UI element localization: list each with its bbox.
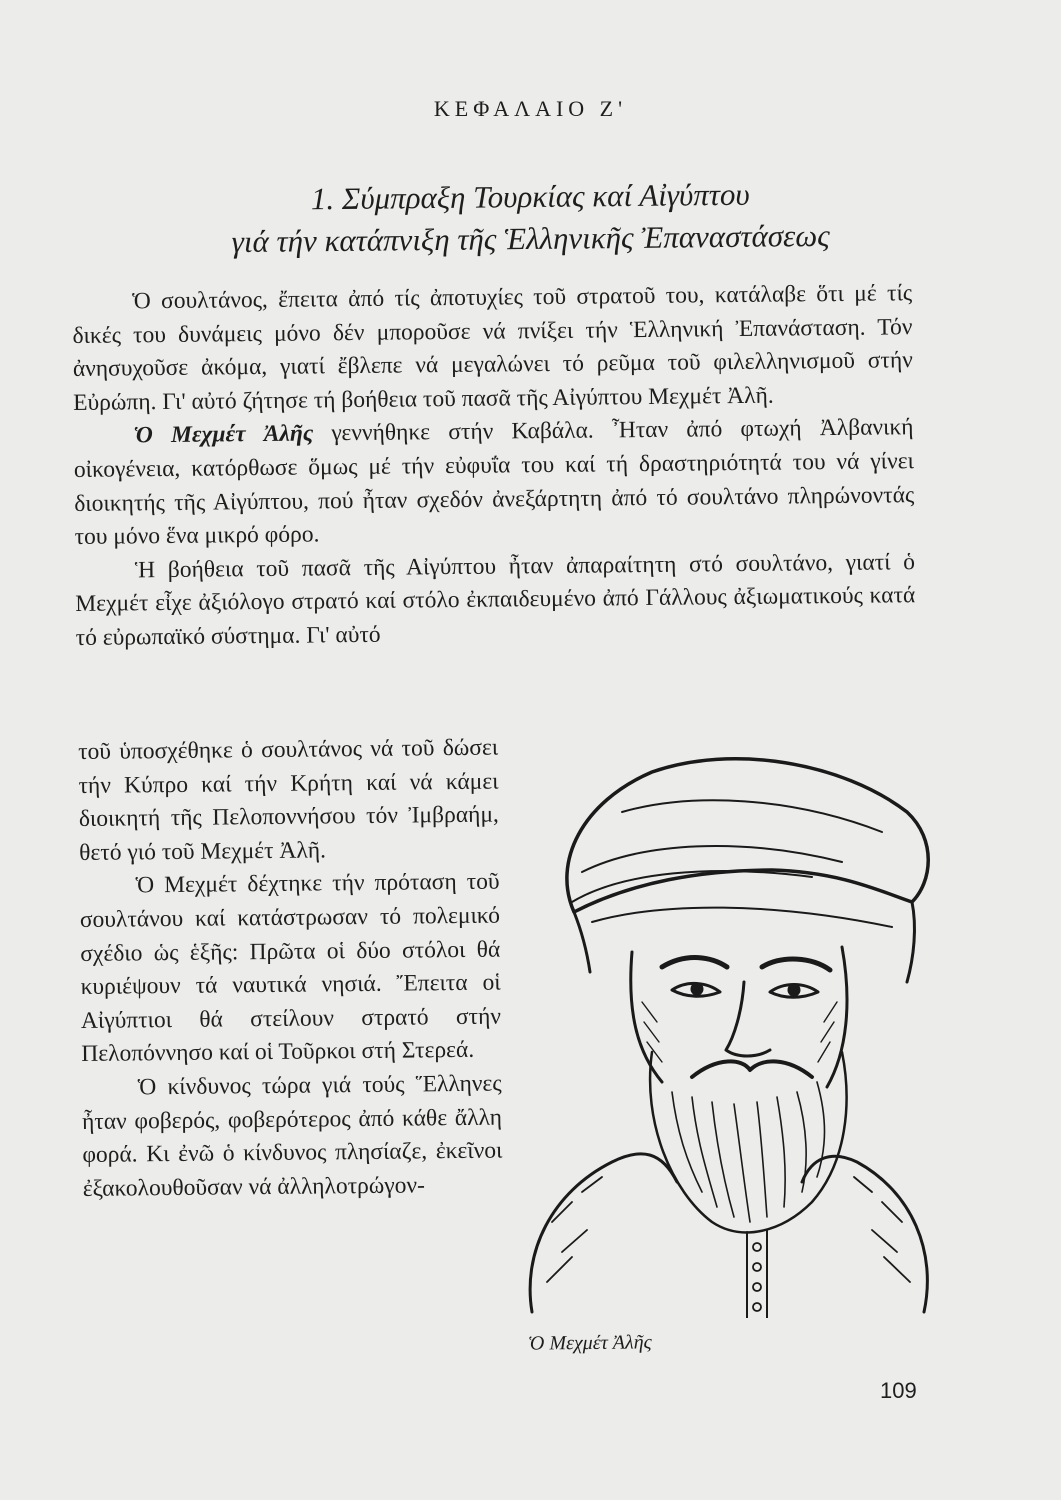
illustration-caption: Ὁ Μεχμέτ Ἀλῆς (527, 1331, 652, 1355)
paragraph-3: Ἡ βοήθεια τοῦ πασᾶ τῆς Αἰγύπτου ἦταν ἀπαραίτητη στό σουλτάνο, γιατί ὁ Μεχμέτ εἶχε ἀξιόλογο στρατό καί στόλο ἐκπαιδευμένο ἀπό Γάλλους ἀξιωματικούς κατά τό εὐρωπαϊκό σύστημα. Γι' αὐτό (75, 548, 916, 651)
paragraph-5: Ὁ κίνδυνος τώρα γιά τούς Ἕλληνες ἦταν φοβερός, φοβερότερος ἀπό κάθε ἄλλη φορά. Κι ἐνῶ ὁ κίνδυνος πλησίαζε, ἐκεῖνοι ἐξακολουθοῦσαν νά ἀλληλοτρώγον- (81, 1070, 503, 1202)
paragraph-3-continued: τοῦ ὑποσχέθηκε ὁ σουλτάνος νά τοῦ δώσει τήν Κύπρο καί τήν Κρήτη καί νά κάμει διοικητή τῆς Πελοποννήσου τόν Ἰμβραήμ, θετό γιό τοῦ Μεχμέτ Ἀλῆ. (78, 734, 499, 866)
turban (567, 759, 928, 912)
body-text-narrow-column (78, 732, 503, 1207)
fur-collar (530, 1154, 927, 1312)
section-title (0, 170, 1061, 265)
mustache (692, 1061, 812, 1077)
body-text-full-width (72, 277, 916, 655)
page-number: 109 (880, 1378, 917, 1403)
section-title-line-1: 1. Σύμπραξη Τουρκίας καί Αἰγύπτου (310, 176, 750, 217)
paragraph-2-text: γεννήθηκε στήν Καβάλα. Ἦταν ἀπό φτωχή Ἀλβανική οἰκογένεια, κατόρθωσε ὅμως μέ τήν εὐφυΐα του καί τή δραστηριότητά του νά γίνει διοικητής τῆς Αἰγύπτου, πού ἦταν σχεδόν ἀνεξάρτητη ἀπό τό σουλτάνο πληρώνοντάς του μόνο ἕνα μικρό φόρο. (73, 414, 915, 551)
section-title-line-2: γιά τήν κατάπνιξη τῆς Ἑλληνικῆς Ἐπαναστάσεως (231, 217, 830, 260)
chapter-heading: ΚΕΦΑΛΑΙΟ Ζ' (433, 96, 628, 121)
paragraph-2 (73, 412, 914, 555)
paragraph-1: Ὁ σουλτάνος, ἔπειτα ἀπό τίς ἀποτυχίες τοῦ στρατοῦ του, κατάλαβε ὅτι μέ τίς δικές του δυνάμεις μόνο δέν μποροῦσε νά πνίξει τήν Ἑλληνική Ἐπανάσταση. Τόν ἀνησυχοῦσε ἀκόμα, γιατί ἔβλεπε νά μεγαλώνει τό ρεῦμα τοῦ φιλελληνισμοῦ στήν Εὐρώπη. Γι' αὐτό ζήτησε τή βοήθεια τοῦ πασᾶ τῆς Αἰγύπτου Μεχμέτ Ἀλῆ. (72, 280, 913, 416)
portrait-illustration (512, 752, 944, 1318)
paragraph-4: Ὁ Μεχμέτ δέχτηκε τήν πρόταση τοῦ σουλτάνου καί κατάστρωσαν τό πολεμικό σχέδιο ὡς ἑξῆς: Πρῶτα οἱ δύο στόλοι θά κυριέψουν τά ναυτικά νησιά. Ἔπειτα οἱ Αἰγύπτιοι θά στείλουν στρατό στήν Πελοπόννησο καί οἱ Τοῦρκοι στή Στερεά. (79, 868, 502, 1068)
bold-name: Ὁ Μεχμέτ Ἀλῆς (133, 420, 314, 449)
